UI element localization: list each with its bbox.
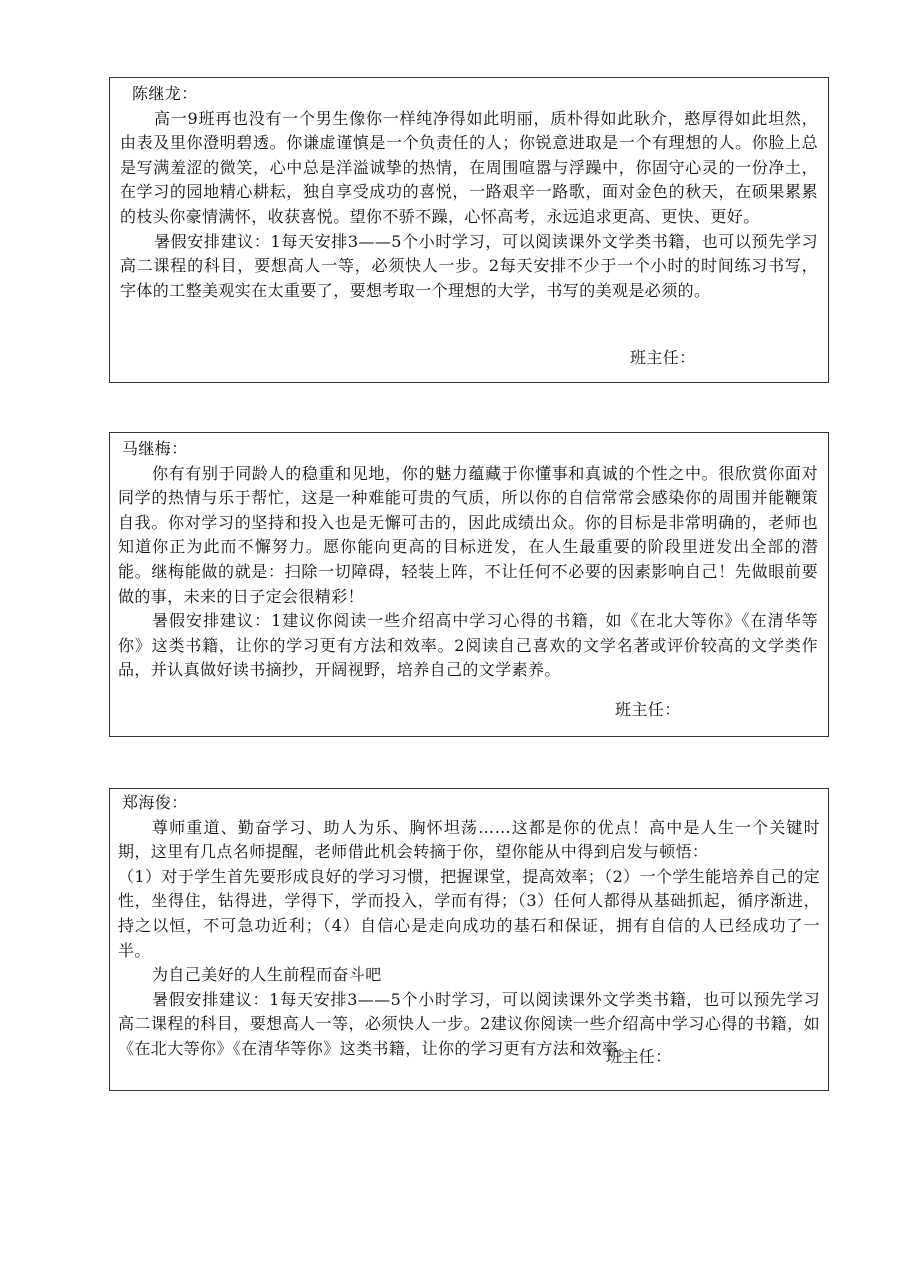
comment-paragraph: 高一9班再也没有一个男生像你一样纯净得如此明丽，质朴得如此耿介，憨厚得如此坦然，由表及里你澄明碧透。你谦虚谨慎是一个负责任的人；你锐意进取是一个有理想的人。你脸上总是写满羞涩的微笑，心中总是洋溢诚挚的热情，在周围喧嚣与浮躁中，你固守心灵的一份净土，在学习的园地精心耕耘，独自享受成功的喜悦，一路艰辛一路歌，面对金色的秋天，在硕果累累的枝头你豪情满怀，收获喜悦。望你不骄不躁，心怀高考，永远追求更高、更快、更好。 [120, 108, 818, 226]
comment-paragraph: 尊师重道、勤奋学习、助人为乐、胸怀坦荡……这都是你的优点！高中是人生一个关键时期，这里有几点名师提醒，老师借此机会转摘于你，望你能从中得到启发与顿悟： [118, 817, 820, 862]
student-name: 马继梅： [122, 439, 188, 458]
comment-paragraph: 你有有别于同龄人的稳重和见地，你的魅力蕴藏于你懂事和真诚的个性之中。很欣赏你面对同学的热情与乐于帮忙，这是一种难能可贵的气质，所以你的自信常常会感染你的周围并能鞭策自我。你对学习的坚持和投入也是无懈可击的，因此成绩出众。你的目标是非常明确的，老师也知道你正为此而不懈努力。愿你能向更高的目标迸发，在人生最重要的阶段里迸发出全部的潜能。继梅能做的就是：扫除一切障碍，轻装上阵，不让任何不必要的因素影响自己！先做眼前要做的事，未来的日子定会很精彩！ [118, 463, 818, 606]
advice-list-paragraph: （1）对于学生首先要形成良好的学习习惯，把握课堂，提高效率；（2）一个学生能培养自己的定性，坐得住，钻得进，学得下，学而投入，学而有得；（3）任何人都得从基础抓起，循序渐进，持之以恒，不可急功近利；（4）自信心是走向成功的基石和保证，拥有自信的人已经成功了一半。 [118, 866, 820, 960]
teacher-signature-label: 班主任： [606, 1047, 672, 1066]
student-name: 郑海俊： [122, 793, 188, 812]
teacher-signature-label: 班主任： [615, 700, 681, 719]
comment-card [109, 788, 829, 1091]
summer-plan-paragraph: 暑假安排建议：1每天安排3——5个小时学习，可以阅读课外文学类书籍，也可以预先学习高二课程的科目，要想高人一等，必须快人一步。2建议你阅读一些介绍高中学习心得的书籍，如《在北大等你》《在清华等你》这类书籍，让你的学习更有方法和效率。 [118, 989, 820, 1058]
student-name: 陈继龙： [132, 84, 198, 103]
comment-card [109, 77, 829, 383]
summer-plan-paragraph: 暑假安排建议：1建议你阅读一些介绍高中学习心得的书籍，如《在北大等你》《在清华等你》这类书籍，让你的学习更有方法和效率。2阅读自己喜欢的文学名著或评价较高的文学类作品，并认真做好读书摘抄，开阔视野，培养自己的文学素养。 [118, 611, 818, 680]
summer-plan-paragraph: 暑假安排建议：1每天安排3——5个小时学习，可以阅读课外文学类书籍，也可以预先学习高二课程的科目，要想高人一等，必须快人一步。2每天安排不少于一个小时的时间练习书写，字体的工整美观实在太重要了，要想考取一个理想的大学，书写的美观是必须的。 [120, 231, 818, 300]
encouragement-line: 为自己美好的人生前程而奋斗吧 [152, 965, 382, 985]
teacher-signature-label: 班主任： [630, 348, 696, 367]
comment-card [109, 432, 829, 737]
